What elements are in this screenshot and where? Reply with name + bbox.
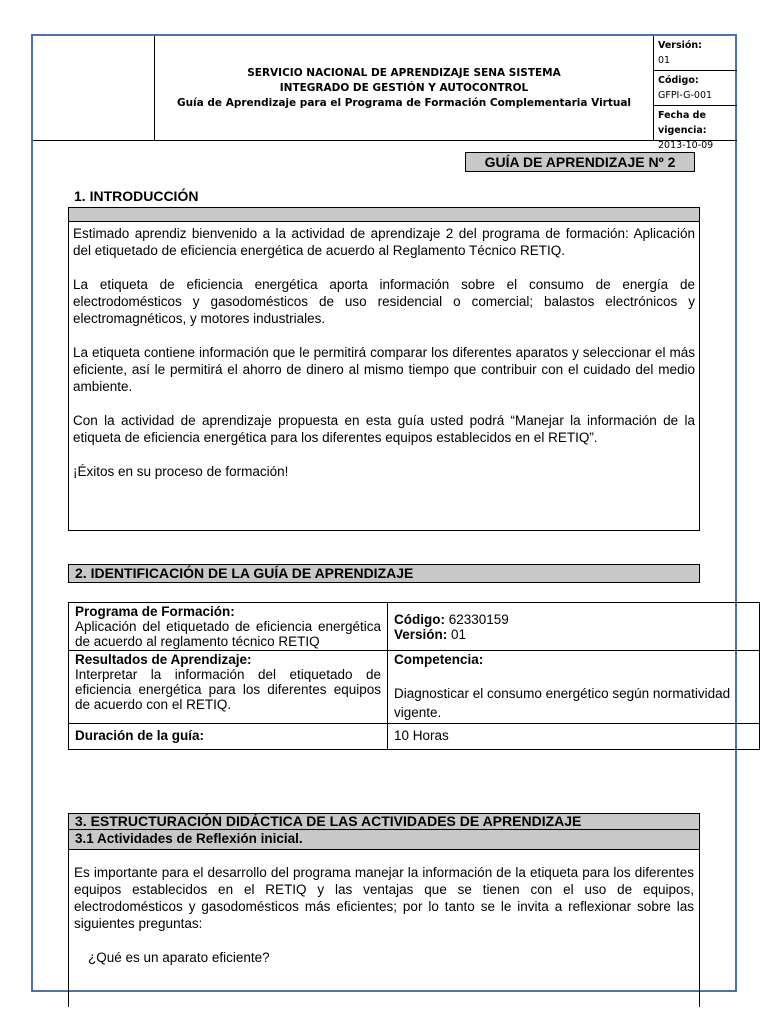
code-cell (654, 71, 737, 106)
reflection-box (68, 850, 700, 1007)
code-value: 62330159 (444, 611, 509, 627)
org-line-1: SERVICIO NACIONAL DE APRENDIZAJE SENA SISTEMA (247, 66, 561, 79)
competence-label: Competencia: (394, 652, 484, 667)
intro-paragraph: La etiqueta contiene información que le permitirá comparar los diferentes aparatos y seleccionar el más eficiente, así le permitirá el ahorro de dinero al mismo tiempo que contribuir con el cuidado del medio ambiente. (73, 345, 695, 394)
code-label: Código: (394, 611, 445, 627)
duration-label-cell (69, 724, 388, 750)
intro-paragraph: Estimado aprendiz bienvenido a la actividad de aprendizaje 2 del programa de formación: Aplicación del etiquetado de eficiencia energética de acuerdo al Reglamento Técnico RETIQ. (73, 226, 695, 258)
competence-value: Diagnosticar el consumo energético según normatividad vigente. (394, 686, 731, 720)
identification-table (68, 602, 760, 750)
section-1-bar (68, 207, 700, 222)
results-value: Interpretar la información del etiquetado de eficiencia energética para los diferentes equipos de acuerdo con el RETIQ. (75, 667, 381, 712)
guide-title: GUÍA DE APRENDIZAJE Nº 2 (465, 152, 695, 172)
section-3-1-subtitle: 3.1 Actividades de Reflexión inicial. (68, 830, 700, 850)
program-label: Programa de Formación: (75, 604, 235, 619)
logo-cell (33, 36, 155, 141)
competence-cell (388, 651, 760, 724)
duration-value-cell (388, 724, 760, 750)
section-1-title: 1. INTRODUCCIÓN (74, 188, 199, 204)
intro-paragraph: ¡Éxitos en su proceso de formación! (73, 464, 289, 479)
table-row (69, 603, 760, 651)
document-header (33, 36, 737, 151)
duration-value: 10 Horas (394, 728, 449, 743)
code-label: Código: (658, 75, 699, 86)
version-value: 01 (447, 626, 467, 642)
code-value: GFPI-G-001 (658, 90, 713, 101)
version-value: 01 (658, 55, 671, 66)
version-cell (654, 36, 737, 71)
results-label: Resultados de Aprendizaje: (75, 652, 252, 667)
intro-paragraph: La etiqueta de eficiencia energética aporta información sobre el consumo de energía de electrodomésticos y gasodomésticos de uso residencial o comercial; balastos electrónicos y electromagnéticos, y motores industriales. (73, 277, 695, 326)
date-label: Fecha de vigencia: (658, 110, 707, 136)
header-meta (653, 36, 737, 151)
duration-label: Duración de la guía: (75, 728, 205, 743)
program-cell (69, 603, 388, 651)
section-2-title: 2. IDENTIFICACIÓN DE LA GUÍA DE APRENDIZAJE (68, 564, 700, 583)
reflection-paragraph: Es importante para el desarrollo del programa manejar la información de la etiqueta para los diferentes equipos establecidos en el RETIQ y las ventajas que se tienen con el uso de equipos, electrodomésticos y gasodomésticos más eficientes; por lo tanto se le invita a reflexionar sobre las siguientes preguntas: (74, 865, 694, 931)
date-value: 2013-10-09 (658, 140, 714, 151)
code-version-cell (388, 603, 760, 651)
org-line-3: Guía de Aprendizaje para el Programa de Formación Complementaria Virtual (176, 96, 632, 109)
introduction-box (68, 222, 700, 531)
section-3-title: 3. ESTRUCTURACIÓN DIDÁCTICA DE LAS ACTIVIDADES DE APRENDIZAJE (68, 813, 700, 830)
table-row (69, 724, 760, 750)
date-cell (654, 106, 737, 151)
org-line-2: INTEGRADO DE GESTIÓN Y AUTOCONTROL (279, 81, 529, 94)
intro-paragraph: Con la actividad de aprendizaje propuesta en esta guía usted podrá “Manejar la información de la etiqueta de eficiencia energética para los diferentes equipos establecidos en el RETIQ”. (73, 413, 695, 445)
program-value: Aplicación del etiquetado de eficiencia energética de acuerdo al reglamento técnico RETIQ (75, 619, 381, 649)
version-label: Versión: (658, 40, 702, 51)
reflection-question: ¿Qué es un aparato eficiente? (88, 950, 270, 965)
version-label: Versión: (394, 626, 448, 642)
table-row (69, 651, 760, 724)
results-cell (69, 651, 388, 724)
header-org-title (155, 36, 653, 141)
